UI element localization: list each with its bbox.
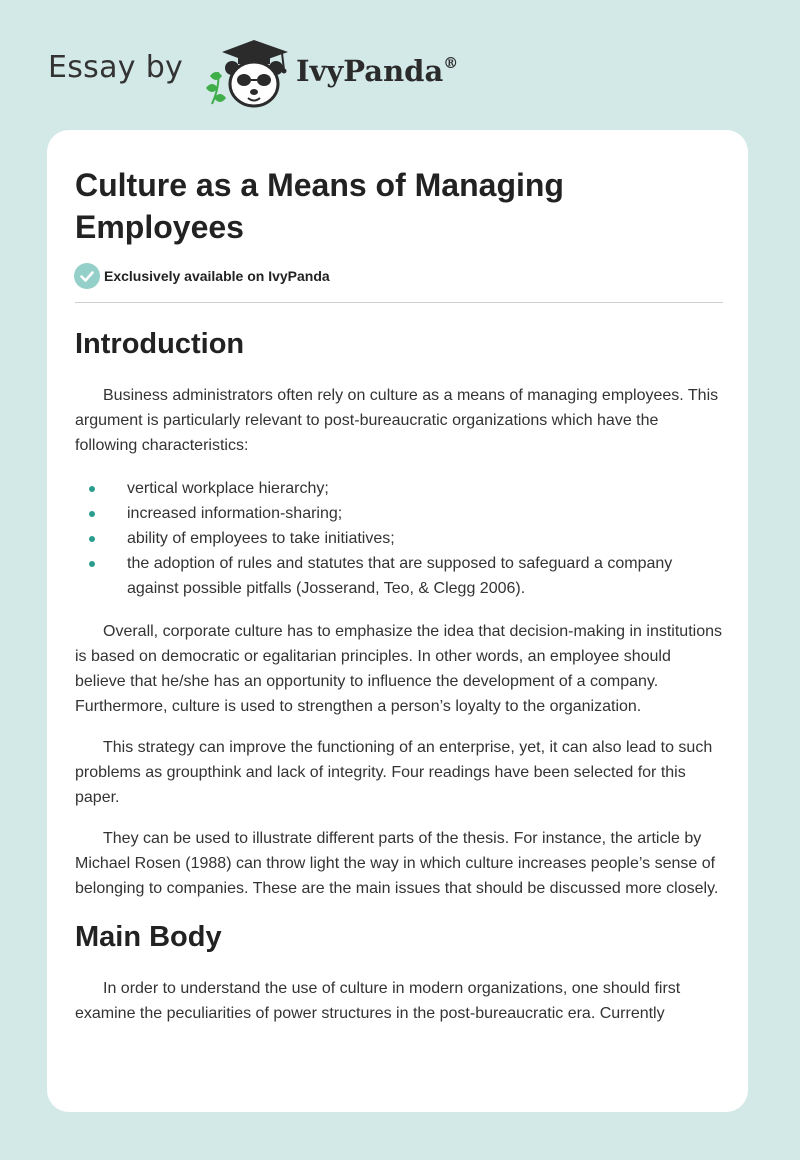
list-item: the adoption of rules and statutes that are supposed to safeguard a company against possible pitfalls (Josserand, Teo, & Clegg 2006).: [75, 551, 725, 601]
list-item: vertical workplace hierarchy;: [75, 476, 725, 501]
bullet-dot-icon: [89, 536, 95, 542]
paragraph: In order to understand the use of culture in modern organizations, one should first examine the peculiarities of power structures in the post-bureaucratic era. Currently: [75, 980, 681, 1022]
badge-text: Exclusively available on IvyPanda: [104, 268, 330, 284]
section-heading-introduction: Introduction: [75, 328, 245, 360]
paragraph: This strategy can improve the functioning of an enterprise, yet, it can also lead to such problems as groupthink and lack of integrity. Four readings have been selected for this paper.: [75, 739, 713, 806]
bullet-list: [75, 476, 725, 601]
brand-header[interactable]: [48, 36, 468, 112]
bullet-dot-icon: [89, 486, 95, 492]
check-circle-icon: [74, 263, 100, 289]
bullet-dot-icon: [89, 511, 95, 517]
essay-card: [47, 130, 748, 1112]
paragraph: Overall, corporate culture has to emphasize the idea that decision-making in institutions is based on democratic or egalitarian principles. In other words, an employee should believe that he/she has an opportunity to influence the development of a company. Furthermore, culture is used to strengthen a person’s loyalty to the organization.: [75, 623, 722, 715]
essay-content: [75, 326, 725, 1026]
section-heading-main-body: Main Body: [75, 921, 222, 953]
paragraph: They can be used to illustrate different parts of the thesis. For instance, the article by Michael Rosen (1988) can throw light the way in which culture increases people’s sense of belonging to companies. These are the main issues that should be discussed more closely.: [75, 830, 719, 897]
brand-prefix: Essay by: [48, 50, 184, 85]
essay-title: Culture as a Means of Managing Employees: [75, 167, 564, 245]
list-item: increased information-sharing;: [75, 501, 725, 526]
paragraph: Business administrators often rely on culture as a means of managing employees. This argument is particularly relevant to post-bureaucratic organizations which have the following characteristics:: [75, 387, 719, 454]
divider: [75, 302, 723, 303]
bullet-dot-icon: [89, 561, 95, 567]
brand-name: IvyPanda®: [296, 54, 459, 88]
panda-graduate-logo: [202, 36, 298, 112]
list-item: ability of employees to take initiatives;: [75, 526, 725, 551]
